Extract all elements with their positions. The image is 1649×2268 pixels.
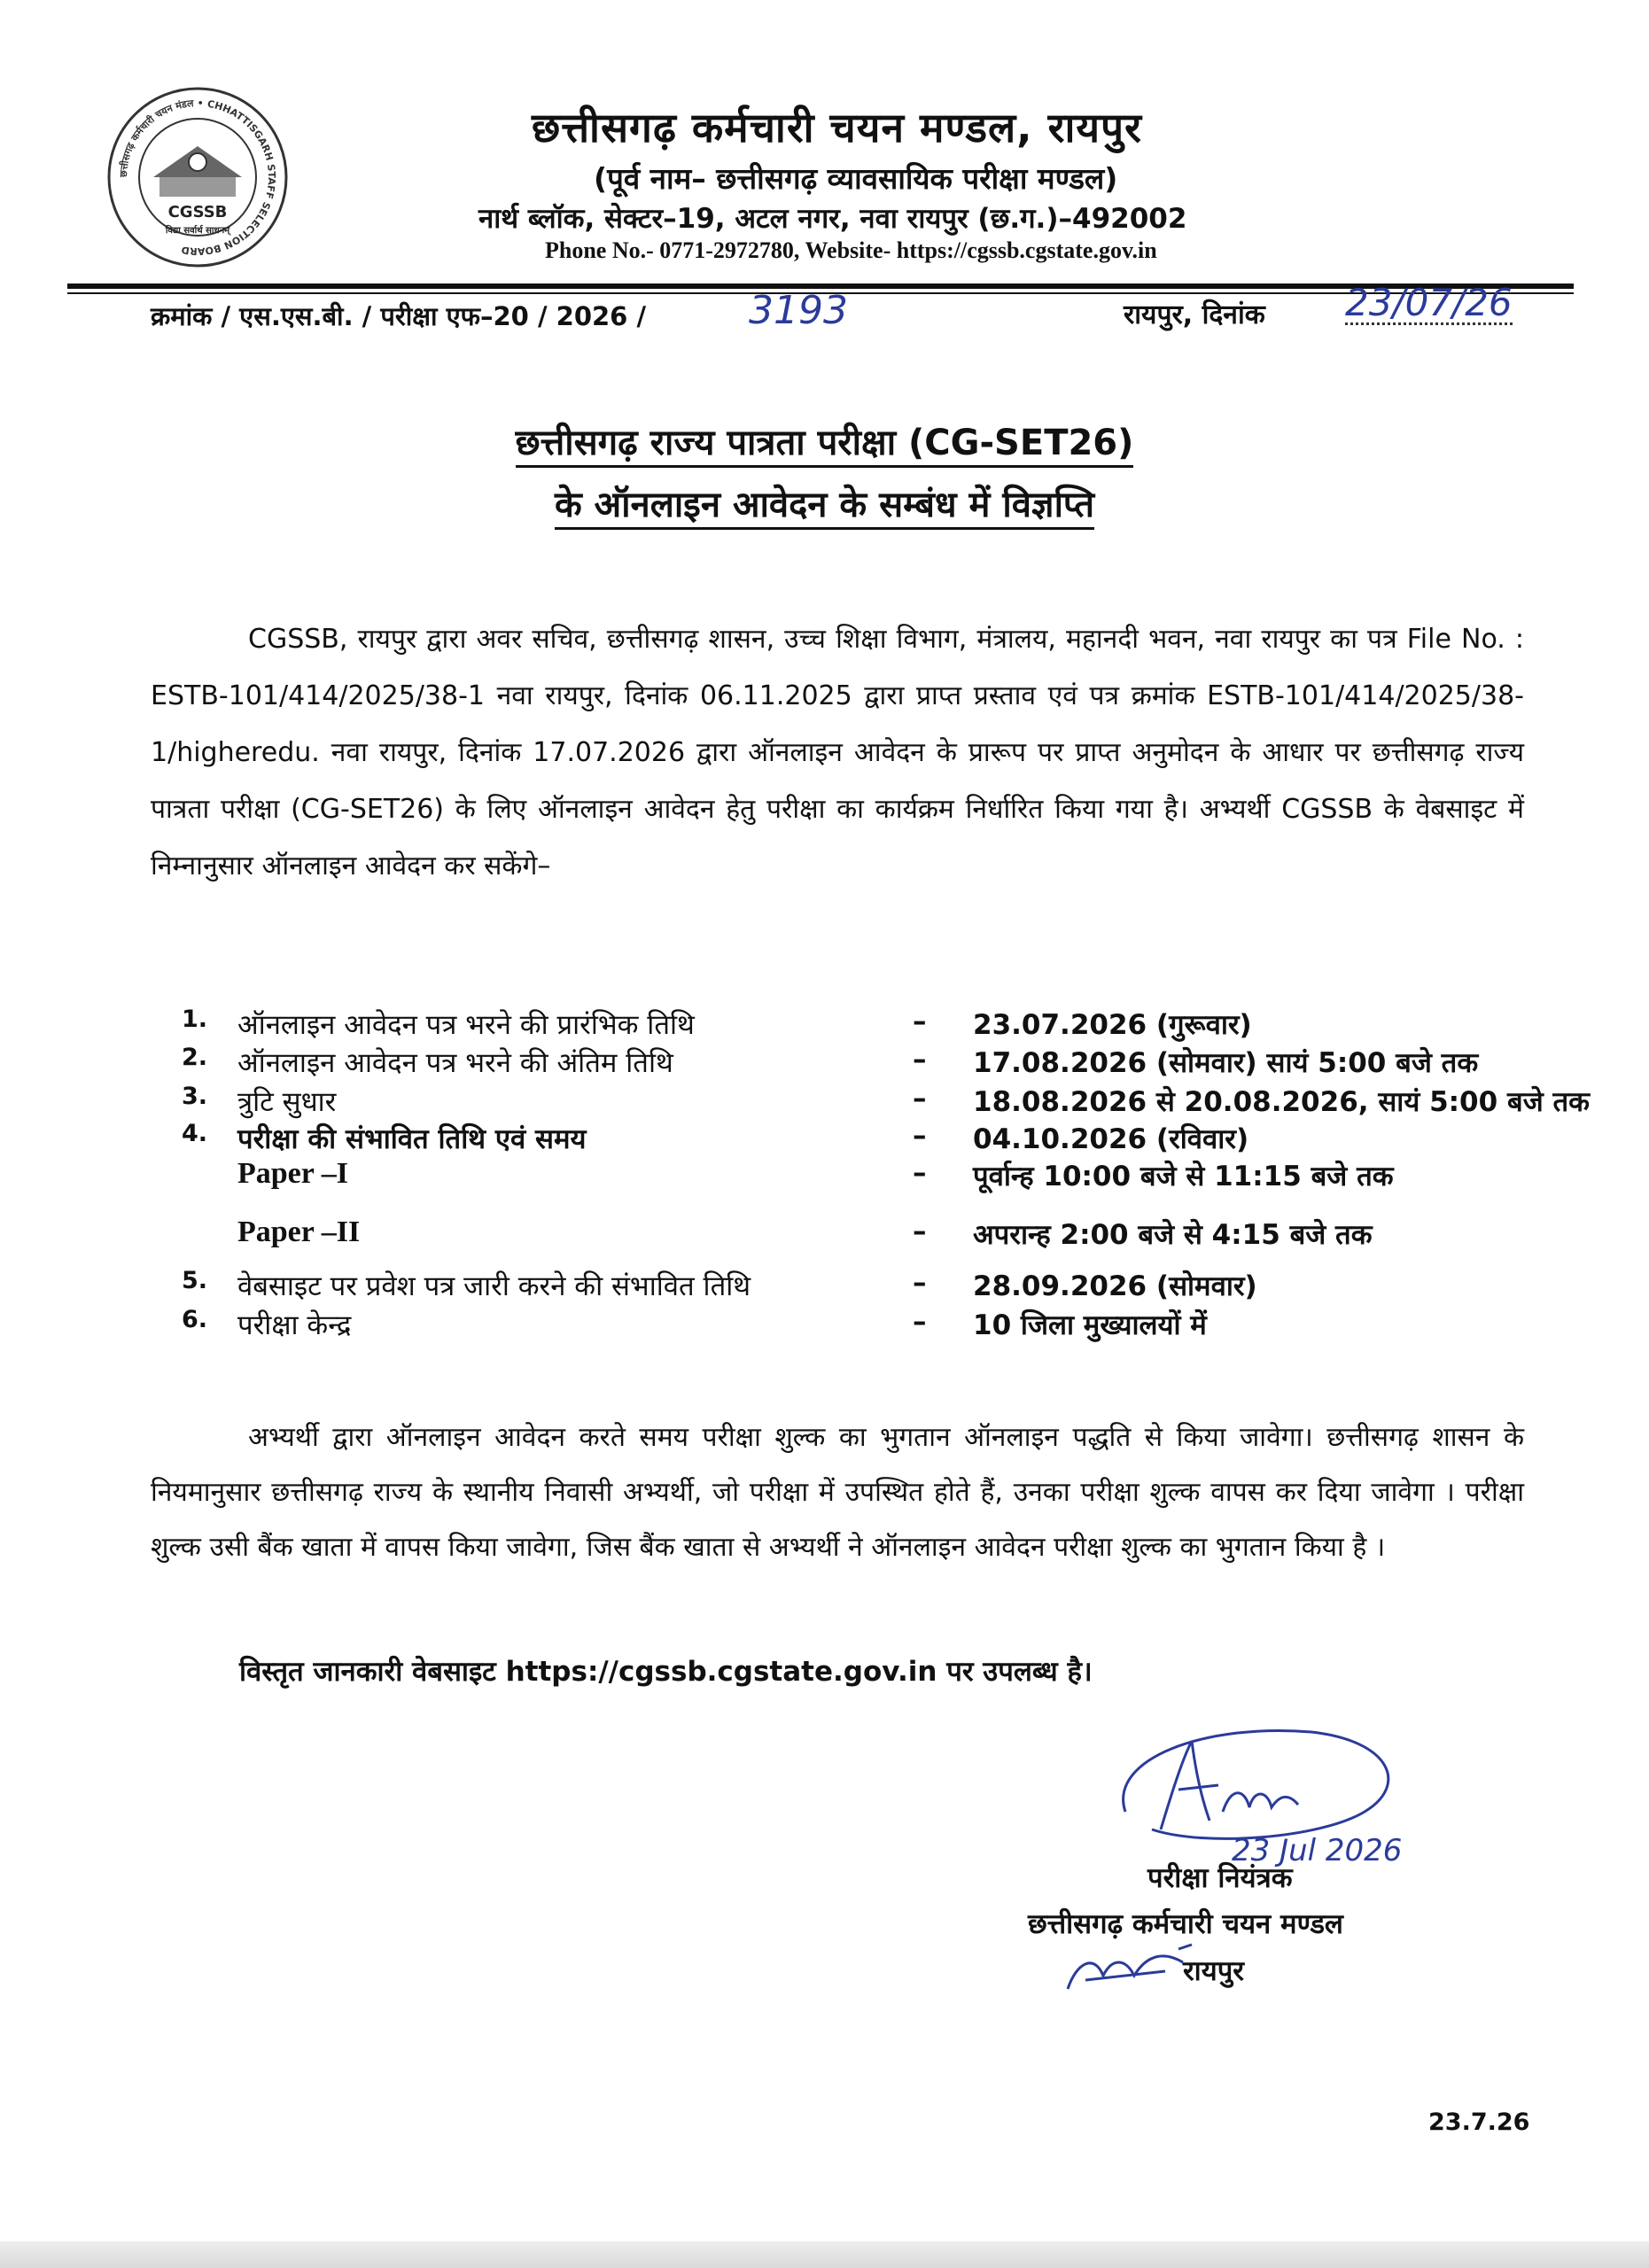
- date-value: 23/07/26: [1345, 281, 1513, 324]
- schedule-number: 2.: [182, 1044, 208, 1071]
- schedule-dash: –: [913, 1044, 927, 1076]
- former-name: (पूर्व नाम– छत्तीसगढ़ व्यावसायिक परीक्षा मण्डल): [594, 161, 1118, 196]
- schedule-value: 17.08.2026 (सोमवार) सायं 5:00 बजे तक: [973, 1047, 1479, 1079]
- schedule-number: 6.: [182, 1306, 208, 1333]
- org-name: छत्तीसगढ़ कर्मचारी चयन मण्डल, रायपुर: [532, 104, 1142, 151]
- schedule-dash: –: [913, 1157, 927, 1189]
- cgssb-logo-seal: [105, 84, 291, 270]
- schedule-label: परीक्षा केन्द्र: [237, 1309, 352, 1341]
- date-label: रायपुर, दिनांक: [1124, 299, 1265, 330]
- signatory-org: छत्तीसगढ़ कर्मचारी चयन मण्डल: [1028, 1908, 1343, 1940]
- schedule-dash: –: [913, 1267, 927, 1299]
- reference-number: 3193: [749, 288, 848, 333]
- footer-date: 23.7.26: [1428, 2109, 1530, 2136]
- signature-date: 23 Jul 2026: [1232, 1833, 1403, 1868]
- schedule-label: वेबसाइट पर प्रवेश पत्र जारी करने की संभावित तिथि: [237, 1270, 751, 1302]
- org-contact: Phone No.- 0771-2972780, Website- https://cgssb.cgstate.gov.in: [545, 237, 1157, 263]
- schedule-label: ऑनलाइन आवेदन पत्र भरने की प्रारंभिक तिथि: [237, 1009, 695, 1041]
- schedule-value: अपरान्ह 2:00 बजे से 4:15 बजे तक: [973, 1219, 1373, 1251]
- reference-label: क्रमांक / एस.एस.बी. / परीक्षा एफ–20 / 2026 /: [151, 301, 647, 331]
- schedule-value: पूर्वान्ह 10:00 बजे से 11:15 बजे तक: [973, 1161, 1394, 1192]
- body-paragraph-2: अभ्यर्थी द्वारा ऑनलाइन आवेदन करते समय परीक्षा शुल्क का भुगतान ऑनलाइन पद्धति से किया जावेगा। छत्तीसगढ़ शासन के नियमानुसार छत्तीसगढ़ राज्य के स्थानीय निवासी अभ्यर्थी, जो परीक्षा में उपस्थित होते हैं, उनका परीक्षा शुल्क वापस कर दिया जावेगा । परीक्षा शुल्क उसी बैंक खाता में वापस किया जावेगा, जिस बैंक खाता से अभ्यर्थी ने ऑनलाइन आवेदन परीक्षा शुल्क का भुगतान किया है ।: [151, 1422, 1524, 1563]
- schedule-label: त्रुटि सुधार: [237, 1086, 337, 1118]
- logo-ring-text: छत्तीसगढ़ कर्मचारी चयन मंडल • CHHATTISGARH STAFF SELECTION BOARD: [117, 97, 278, 258]
- schedule-label: Paper –I: [237, 1157, 348, 1190]
- schedule-label: ऑनलाइन आवेदन पत्र भरने की अंतिम तिथि: [237, 1047, 673, 1079]
- schedule-value: 28.09.2026 (सोमवार): [973, 1270, 1257, 1302]
- signatory-title: परीक्षा नियंत्रक: [1147, 1862, 1293, 1894]
- schedule-value: 18.08.2026 से 20.08.2026, सायं 5:00 बजे तक: [973, 1086, 1590, 1118]
- signature-mark: [1099, 1705, 1418, 1874]
- logo-motto: विद्या सर्वार्थ साधनम्: [165, 226, 230, 236]
- schedule-value: 23.07.2026 (गुरूवार): [973, 1009, 1252, 1041]
- org-address: नार्थ ब्लॉक, सेक्टर–19, अटल नगर, नवा रायपुर (छ.ग.)–492002: [478, 203, 1187, 235]
- schedule-value: 04.10.2026 (रविवार): [973, 1123, 1249, 1155]
- schedule-dash: –: [913, 1006, 927, 1037]
- schedule-number: 5.: [182, 1267, 208, 1294]
- schedule-dash: –: [913, 1083, 927, 1115]
- signatory-city: रायपुर: [1183, 1955, 1244, 1987]
- scan-edge: [0, 2241, 1649, 2268]
- body-paragraph-1: CGSSB, रायपुर द्वारा अवर सचिव, छत्तीसगढ़ शासन, उच्च शिक्षा विभाग, मंत्रालय, महानदी भवन, नवा रायपुर का पत्र File No. : ESTB-101/414/2025/38-1 नवा रायपुर, दिनांक 06.11.2025 द्वारा प्राप्त प्रस्ताव एवं पत्र क्रमांक ESTB-101/414/2025/38-1/higheredu. नवा रायपुर, दिनांक 17.07.2026 द्वारा ऑनलाइन आवेदन के प्रारूप पर प्राप्त अनुमोदन के आधार पर छत्तीसगढ़ राज्य पात्रता परीक्षा (CG-SET26) के लिए ऑनलाइन आवेदन हेतु परीक्षा का कार्यक्रम निर्धारित किया गया है। अभ्यर्थी CGSSB के वेबसाइट में निम्नानुसार ऑनलाइन आवेदन कर सकेंगे–: [151, 624, 1524, 882]
- schedule-value: 10 जिला मुख्यालयों में: [973, 1309, 1207, 1341]
- schedule-label: Paper –II: [237, 1216, 361, 1248]
- schedule-number: 3.: [182, 1083, 208, 1110]
- schedule-label: परीक्षा की संभावित तिथि एवं समय: [237, 1123, 587, 1155]
- notice-title-line1: छत्तीसगढ़ राज्य पात्रता परीक्षा (CG-SET26): [0, 416, 1649, 465]
- schedule-number: 1.: [182, 1006, 208, 1033]
- schedule-number: 4.: [182, 1120, 208, 1147]
- schedule-dash: –: [913, 1216, 927, 1247]
- notice-title-line2: के ऑनलाइन आवेदन के सम्बंध में विज्ञप्ति: [0, 478, 1649, 527]
- schedule-dash: –: [913, 1306, 927, 1338]
- website-info-line: विस्तृत जानकारी वेबसाइट https://cgssb.cgstate.gov.in पर उपलब्ध है।: [239, 1656, 1093, 1688]
- logo-abbr: CGSSB: [167, 203, 228, 221]
- schedule-dash: –: [913, 1120, 927, 1152]
